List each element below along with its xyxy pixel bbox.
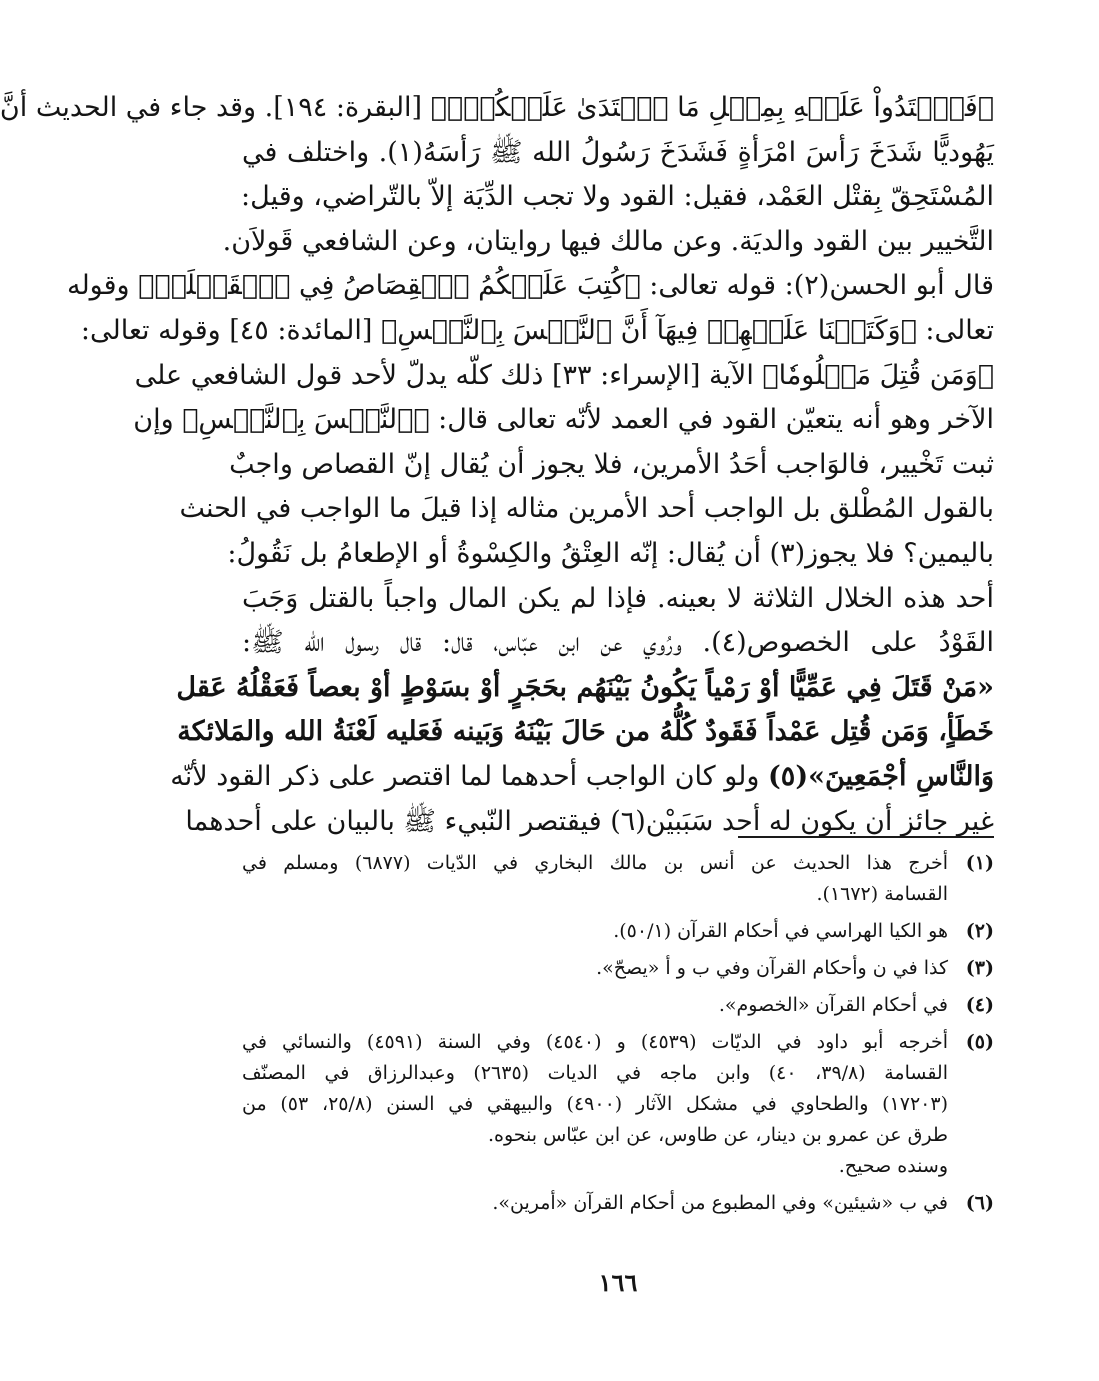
hadith-line: خَطَأٍ، وَمَن قُتِل عَمْداً فَقَودٌ كُلُّهُ من حَالَ بَيْنَهُ وَبَينه فَعَليه لَعْنَةُ الله والمَلائكة (177, 716, 994, 748)
text-line: باليمين؟ فلا يجوز(٣) أن يُقال: إنّه العِتْقُ والكِسْوةُ أو الإطعامُ بل نَقُولُ: (227, 537, 994, 569)
text-line: تعالى: ﴿وَكَتَبۡنَا عَلَيۡهِمۡ فِيهَآ أَنَّ ٱلنَّفۡسَ بِٱلنَّفۡسِ﴾ [المائدة: ٤٥] وقوله تعالى: (80, 314, 994, 346)
page-number: ١٦٦ (598, 1268, 638, 1297)
text-line: القَوْدُ على الخصوص(٤). ورُوي عن ابن عبّاس، قال: قال رسول الله ﷺ: (242, 627, 994, 659)
footnote-number: (٥) (965, 1031, 994, 1053)
footnote-divider (738, 836, 994, 838)
footnote (242, 1188, 994, 1219)
hadith-line: «مَنْ قَتَلَ فِي عَمِّيًّا أوْ رَمْياً يَكُونُ بَيْنَهُم بحَجَرٍ أوْ بسَوْطٍ أوْ بعصاً فَعَقْلُهُ عَقل (176, 671, 994, 703)
text-line: بالقول المُطْلق بل الواجب أحد الأمرين مثاله إذا قيلَ ما الواجب في الحنث (179, 493, 994, 525)
text-line (170, 755, 994, 800)
footnote-number: (٦) (965, 1192, 994, 1214)
text-line: قال أبو الحسن(٢): قوله تعالى: ﴿كُتِبَ عَلَيۡكُمُ ٱلۡقِصَاصُ فِي ٱلۡقَتۡلَىۖ﴾ وقوله (66, 270, 994, 302)
footnote (242, 916, 994, 947)
footnote (242, 848, 994, 910)
hadith-end: وَالنَّاسِ أجْمَعِينَ»(٥) (768, 760, 994, 792)
footnote-number: (٣) (965, 957, 994, 979)
footnote-text: (١٧٢٠٣) والطحاوي في مشكل الآثار (٤٩٠٠) والبيهقي في السنن (٢٥/٨، ٥٣) من (242, 1093, 948, 1115)
text-line: ثبت تَخْيير، فالوَاجب أحَدُ الأمرين، فلا يجوز أن يُقال إنّ القصاص واجبٌ (229, 448, 994, 480)
text-line: الآخر وهو أنه يتعيّن القود في العمد لأنّه تعالى قال: ﴿ٱلنَّفۡسَ بِٱلنَّفۡسِ﴾ وإن (133, 404, 994, 436)
footnote (242, 990, 994, 1021)
text-line: ﴿فَٱعۡتَدُواْ عَلَيۡهِ بِمِثۡلِ مَا ٱعۡتَدَىٰ عَلَيۡكُمۡۚ﴾ [البقرة: ١٩٤]. وقد جاء في الحديث أنَّ (0, 92, 994, 123)
text-line: التَّخيير بين القود والديَة. وعن مالك فيها روايتان، وعن الشافعي قَولاَن. (222, 225, 994, 257)
text-line-rest: ولو كان الواجب أحدهما لما اقتصر على ذكر القود لأنّه (170, 760, 769, 792)
footnote-text: أخرجه أبو داود في الديّات (٤٥٣٩) و (٤٥٤٠) وفي السنة (٤٥٩١) والنسائي في (242, 1031, 948, 1053)
footnote-text: هو الكيا الهراسي في أحكام القرآن (٥٠/١). (613, 920, 948, 942)
footnote-text: وسنده صحيح. (838, 1155, 948, 1177)
footnote (242, 1027, 994, 1182)
text-line: أحد هذه الخلال الثلاثة لا بعينه. فإذا لم يكن المال واجباً بالقتل وَجَبَ (242, 582, 994, 614)
footnote (242, 953, 994, 984)
footnotes (242, 848, 994, 1225)
footnote-text: القسامة (١٦٧٢). (816, 883, 948, 905)
footnote-text: أخرج هذا الحديث عن أنس بن مالك البخاري في الدّيات (٦٨٧٧) ومسلم في (242, 852, 948, 874)
footnote-number: (١) (965, 852, 994, 874)
book-page (0, 86, 994, 1346)
footnote-text: كذا في ن وأحكام القرآن وفي ب و أ «يصحّ». (596, 957, 948, 979)
footnote-number: (٢) (965, 920, 994, 942)
footnote-text: في ب «شيئين» وفي المطبوع من أحكام القرآن «أمرين». (492, 1192, 948, 1214)
text-line: يَهُوديًّا شَدَخَ رَأسَ امْرَأةٍ فَشَدَخَ رَسُولُ الله ﷺ رَأسَهُ(١). واختلف في (242, 136, 994, 168)
text-line: ﴿وَمَن قُتِلَ مَظۡلُومٗا﴾ الآية [الإسراء: ٣٣] ذلك كلّه يدلّ لأحد قول الشافعي على (134, 359, 994, 391)
text-line: غير جائز أن يكون له أحد سَبَبيْن(٦) فيقتصر النّبيء ﷺ بالبيان على أحدهما (185, 805, 994, 837)
footnote-text: القسامة (٣٩/٨، ٤٠) وابن ماجه في الديات (٢٦٣٥) وعبدالرزاق في المصنّف (242, 1062, 949, 1084)
footnote-text: طرق عن عمرو بن دينار، عن طاوس، عن ابن عبّاس بنحوه. (487, 1124, 948, 1146)
main-text (0, 86, 994, 844)
text-line: المُسْتَحِقّ بِقتْل العَمْد، فقيل: القود ولا تجب الدِّيَة إلاّ بالتّراضي، وقيل: (241, 181, 994, 213)
footnote-number: (٤) (965, 994, 994, 1016)
footnote-text: في أحكام القرآن «الخصوم». (718, 994, 948, 1016)
